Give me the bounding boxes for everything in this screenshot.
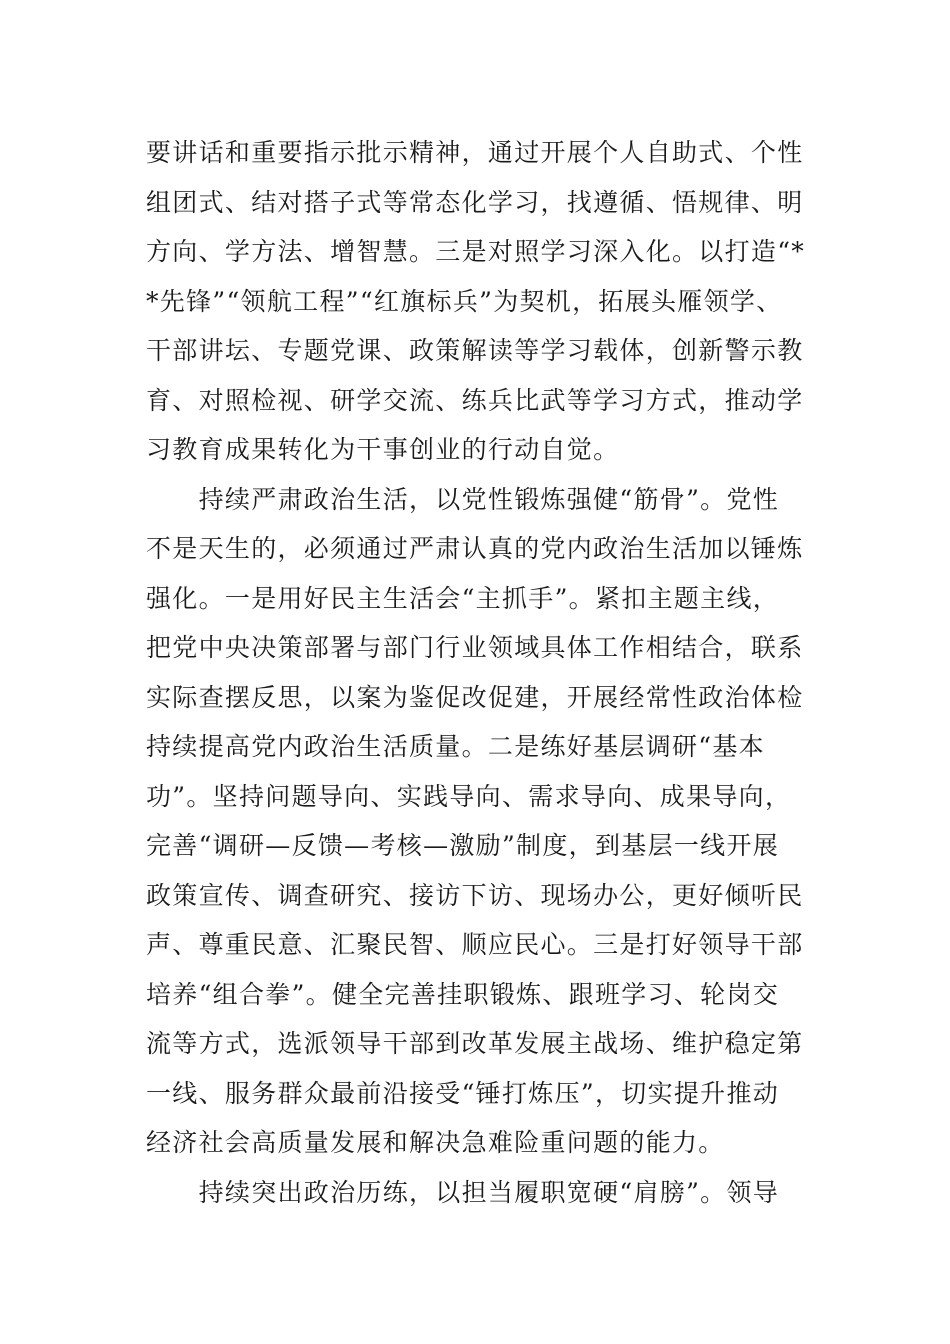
- text-line: 培养“组合拳”。健全完善挂职锻炼、跟班学习、轮岗交: [146, 979, 780, 1009]
- text-line: 强化。一是用好民主生活会“主抓手”。紧扣主题主线，: [146, 583, 780, 613]
- text-line: 持续提高党内政治生活质量。二是练好基层调研“基本: [146, 732, 765, 761]
- paragraph-start-line: 持续突出政治历练，以担当履职宽硬“肩膀”。领导: [146, 1177, 780, 1207]
- text-line: 政策宣传、调查研究、接访下访、现场办公，更好倾听民: [146, 880, 804, 910]
- text-line: 干部讲坛、专题党课、政策解读等学习载体，创新警示教: [146, 336, 804, 365]
- text-line: 把党中央决策部署与部门行业领域具体工作相结合，联系: [146, 633, 804, 662]
- text-line: 习教育成果转化为干事创业的行动自觉。: [146, 435, 620, 464]
- text-line: *先锋”“领航工程”“红旗标兵”为契机，拓展头雁领学、: [146, 286, 783, 316]
- text-line: 不是天生的，必须通过严肃认真的党内政治生活加以锤炼: [146, 534, 804, 563]
- text-line: 实际查摆反思，以案为鉴促改促建，开展经常性政治体检: [146, 682, 804, 712]
- paragraph-start-line: 持续严肃政治生活，以党性锻炼强健“筋骨”。党性: [146, 484, 780, 514]
- text-line: 方向、学方法、增智慧。三是对照学习深入化。以打造“*: [146, 237, 806, 266]
- text-line: 功”。坚持问题导向、实践导向、需求导向、成果导向，: [146, 781, 792, 811]
- text-line: 一线、服务群众最前沿接受“锤打炼压”，切实提升推动: [146, 1078, 780, 1108]
- text-line: 流等方式，选派领导干部到改革发展主战场、维护稳定第: [146, 1029, 804, 1058]
- text-line: 要讲话和重要指示批示精神，通过开展个人自助式、个性: [146, 138, 804, 167]
- text-line: 声、尊重民意、汇聚民智、顺应民心。三是打好领导干部: [146, 930, 804, 959]
- body-text: [146, 128, 846, 1217]
- text-line: 完善“调研—反馈—考核—激励”制度，到基层一线开展: [146, 831, 780, 860]
- text-line: 组团式、结对搭子式等常态化学习，找遵循、悟规律、明: [146, 187, 804, 217]
- text-line: 育、对照检视、研学交流、练兵比武等学习方式，推动学: [146, 385, 804, 415]
- text-line: 经济社会高质量发展和解决急难险重问题的能力。: [146, 1128, 725, 1157]
